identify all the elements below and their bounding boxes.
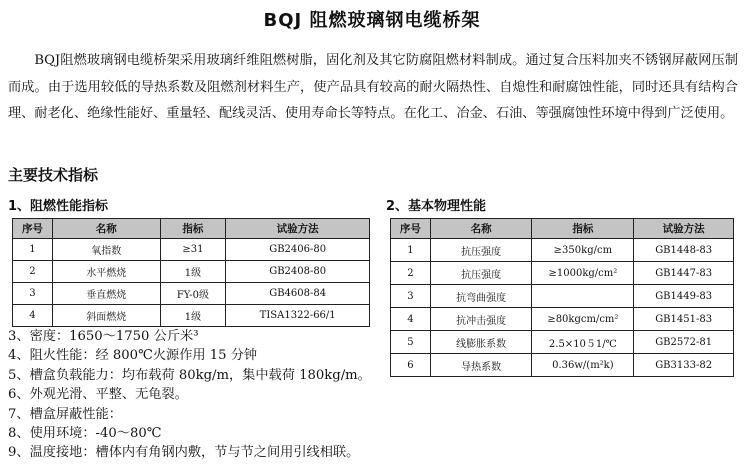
cell-value: 1级 bbox=[160, 261, 226, 283]
property-list bbox=[8, 327, 371, 463]
table-row bbox=[13, 305, 370, 327]
cell-index: 2 bbox=[13, 261, 53, 283]
cell-name: 垂直燃烧 bbox=[52, 283, 160, 305]
cell-value: ≥31 bbox=[160, 239, 226, 261]
table-row bbox=[391, 262, 734, 285]
cell-value: 0.36w/(m²k) bbox=[532, 354, 634, 377]
table-row bbox=[391, 285, 734, 308]
cell-index: 3 bbox=[391, 285, 431, 308]
table-row bbox=[391, 331, 734, 354]
cell-index: 4 bbox=[391, 308, 431, 331]
cell-value: ≥350kg/cm bbox=[532, 239, 634, 262]
table-header-row bbox=[13, 219, 370, 239]
col-header-value: 指标 bbox=[532, 219, 634, 239]
intro-paragraph bbox=[8, 48, 738, 128]
flame-retardant-table bbox=[12, 218, 370, 327]
col-header-method: 试验方法 bbox=[634, 219, 734, 239]
cell-name: 抗弯曲强度 bbox=[430, 285, 532, 308]
cell-name: 斜面燃烧 bbox=[52, 305, 160, 327]
cell-name: 抗压强度 bbox=[430, 262, 532, 285]
cell-method: GB3133-82 bbox=[634, 354, 734, 377]
cell-index: 2 bbox=[391, 262, 431, 285]
cell-method: GB1447-83 bbox=[634, 262, 734, 285]
property-environment: 8、使用环境：-40～80℃ bbox=[8, 426, 162, 442]
cell-value: ≥80kgcm/cm² bbox=[532, 308, 634, 331]
cell-name: 线膨胀系数 bbox=[430, 331, 532, 354]
section-title: 主要技术指标 bbox=[8, 166, 99, 184]
table-row bbox=[13, 239, 370, 261]
cell-name: 氧指数 bbox=[52, 239, 160, 261]
property-appearance: 6、外观光滑、平整、无龟裂。 bbox=[8, 387, 188, 403]
cell-method: GB4608-84 bbox=[226, 283, 370, 305]
cell-index: 1 bbox=[391, 239, 431, 262]
cell-index: 3 bbox=[13, 283, 53, 305]
table-row bbox=[391, 308, 734, 331]
table2-title: 2、基本物理性能 bbox=[386, 199, 487, 214]
property-load-capacity: 5、槽盒负载能力：均布载荷 80kg/m，集中载荷 180kg/m。 bbox=[8, 367, 371, 383]
cell-name: 抗冲击强度 bbox=[430, 308, 532, 331]
cell-method: GB2406-80 bbox=[226, 239, 370, 261]
cell-method: GB1449-83 bbox=[634, 285, 734, 308]
cell-method: GB2572-81 bbox=[634, 331, 734, 354]
property-fire-resistance: 4、阻火性能：经 800℃火源作用 15 分钟 bbox=[8, 348, 258, 364]
table-row bbox=[13, 283, 370, 305]
cell-method: TISA1322-66/1 bbox=[226, 305, 370, 327]
cell-name: 抗压强度 bbox=[430, 239, 532, 262]
cell-index: 5 bbox=[391, 331, 431, 354]
cell-method: GB1448-83 bbox=[634, 239, 734, 262]
table1-title: 1、阻燃性能指标 bbox=[8, 199, 109, 214]
cell-value: 1级 bbox=[160, 305, 226, 327]
col-header-name: 名称 bbox=[52, 219, 160, 239]
cell-name: 水平燃烧 bbox=[52, 261, 160, 283]
cell-value: FY-0级 bbox=[160, 283, 226, 305]
col-header-name: 名称 bbox=[430, 219, 532, 239]
cell-method: GB2408-80 bbox=[226, 261, 370, 283]
property-grounding: 9、温度接地：槽体内有角钢内敷，节与节之间用引线相联。 bbox=[8, 445, 360, 461]
table-header-row bbox=[391, 219, 734, 239]
cell-index: 1 bbox=[13, 239, 53, 261]
cell-name: 导热系数 bbox=[430, 354, 532, 377]
col-header-value: 指标 bbox=[160, 219, 226, 239]
table-row bbox=[13, 261, 370, 283]
cell-method: GB1451-83 bbox=[634, 308, 734, 331]
cell-index: 4 bbox=[13, 305, 53, 327]
property-density: 3、密度：1650～1750 公斤米³ bbox=[8, 329, 199, 344]
cell-value: ≥1000kg/cm² bbox=[532, 262, 634, 285]
table-row bbox=[391, 354, 734, 377]
table-row bbox=[391, 239, 734, 262]
col-header-method: 试验方法 bbox=[226, 219, 370, 239]
col-header-index: 序号 bbox=[391, 219, 431, 239]
cell-value: 2.5×10５1/℃ bbox=[532, 331, 634, 354]
cell-value bbox=[532, 285, 634, 308]
col-header-index: 序号 bbox=[13, 219, 53, 239]
physical-properties-table bbox=[390, 218, 734, 377]
property-shielding: 7、槽盒屏蔽性能： bbox=[8, 406, 122, 422]
cell-index: 6 bbox=[391, 354, 431, 377]
intro-text: BQJ阻燃玻璃钢电缆桥架采用玻璃纤维阻燃树脂，固化剂及其它防腐阻燃材料制成。通过复合压料加夹不锈钢屏蔽网压制而成。由于选用较低的导热系数及阻燃剂材料生产，使产品具有较高的耐火隔热性、自熄性和耐腐蚀性能，同时还具有结构合理、耐老化、绝缘性能好、重量轻、配线灵活、使用寿命长等特点。在化工、冶金、石油、等强腐蚀性环境中得到广泛使用。 bbox=[8, 53, 738, 121]
page-title: BQJ 阻燃玻璃钢电缆桥架 bbox=[263, 10, 481, 31]
